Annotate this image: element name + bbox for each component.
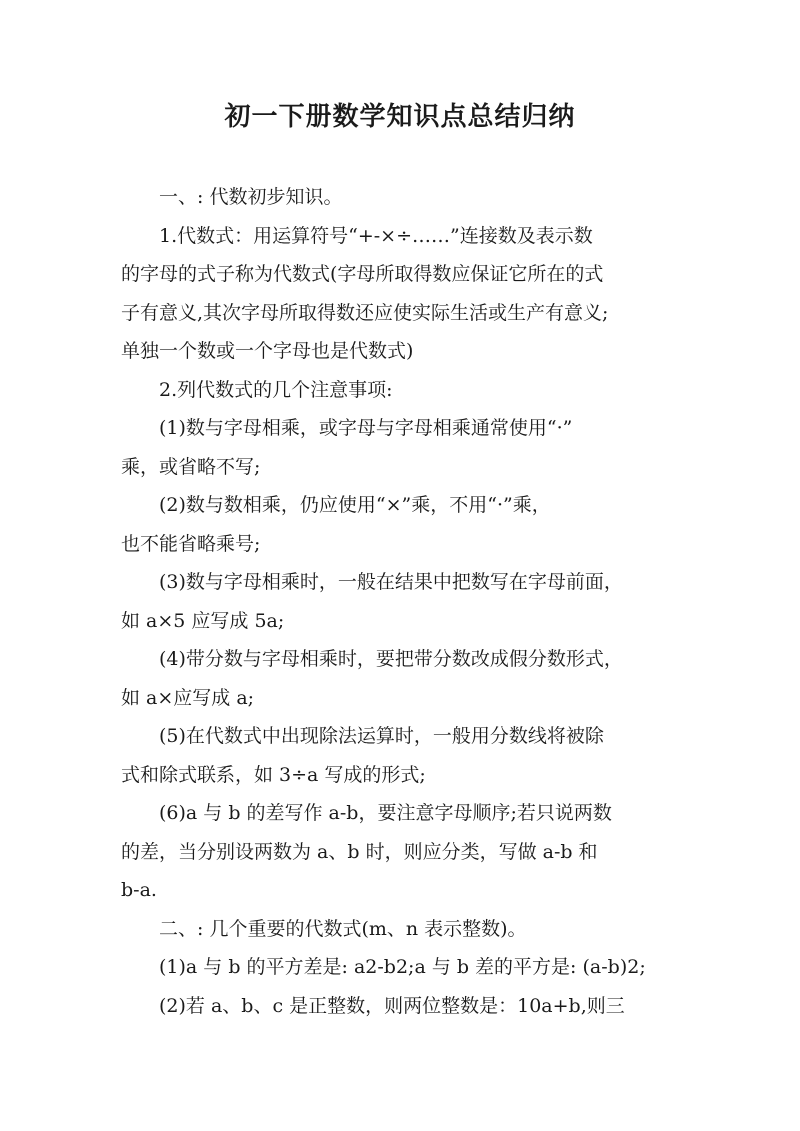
paragraph-line: 的字母的式子称为代数式(字母所取得数应保证它所在的式: [121, 263, 604, 285]
paragraph: [121, 794, 681, 910]
paragraph-line: 一、: 代数初步知识。: [159, 186, 343, 208]
paragraph-line: 1.代数式：用运算符号“+-×÷……”连接数及表示数: [159, 224, 593, 247]
paragraph: [121, 640, 681, 717]
document-body: [121, 178, 681, 1025]
paragraph-line: b-a.: [121, 879, 157, 901]
paragraph-line: (2)数与数相乘，仍应使用“×”乘，不用“·”乘，: [159, 494, 551, 516]
paragraph-line: 式和除式联系，如 3÷a 写成的形式;: [121, 763, 426, 786]
paragraph-line: 单独一个数或一个字母也是代数式): [121, 340, 414, 362]
paragraph-line: 乘，或省略不写;: [121, 455, 261, 478]
paragraph-line: 的差，当分别设两数为 a、b 时，则应分类，写做 a-b 和: [121, 840, 598, 863]
paragraph-line: (1)a 与 b 的平方差是: a2-b2;a 与 b 差的平方是: (a-b)2;: [159, 956, 646, 978]
paragraph-line: (5)在代数式中出现除法运算时，一般用分数线将被除: [159, 725, 604, 747]
paragraph: [121, 486, 681, 563]
paragraph: [121, 717, 681, 794]
paragraph: [121, 409, 681, 486]
paragraph: [121, 948, 681, 987]
paragraph: [121, 563, 681, 640]
paragraph-line: (2)若 a、b、c 是正整数，则两位整数是：10a+b,则三: [159, 994, 625, 1017]
paragraph: [121, 371, 681, 410]
paragraph-line: 二、: 几个重要的代数式(m、n 表示整数)。: [159, 917, 527, 940]
paragraph-line: 也不能省略乘号;: [121, 532, 261, 555]
paragraph-line: (4)带分数与字母相乘时，要把带分数改成假分数形式，: [159, 648, 623, 670]
paragraph: [121, 910, 681, 949]
paragraph: [121, 987, 681, 1026]
paragraph-line: 如 a×应写成 a;: [121, 686, 255, 709]
paragraph-line: 如 a×5 应写成 5a;: [121, 609, 285, 632]
paragraph: [121, 178, 681, 217]
paragraph-line: 2.列代数式的几个注意事项:: [159, 378, 393, 401]
document-title: 初一下册数学知识点总结归纳: [224, 102, 576, 132]
paragraph-line: (6)a 与 b 的差写作 a-b，要注意字母顺序;若只说两数: [159, 802, 612, 824]
paragraph-line: (3)数与字母相乘时，一般在结果中把数写在字母前面，: [159, 571, 623, 593]
paragraph-line: 子有意义,其次字母所取得数还应使实际生活或生产有意义;: [121, 301, 609, 324]
paragraph: [121, 217, 681, 371]
paragraph-line: (1)数与字母相乘，或字母与字母相乘通常使用“·”: [159, 417, 573, 439]
